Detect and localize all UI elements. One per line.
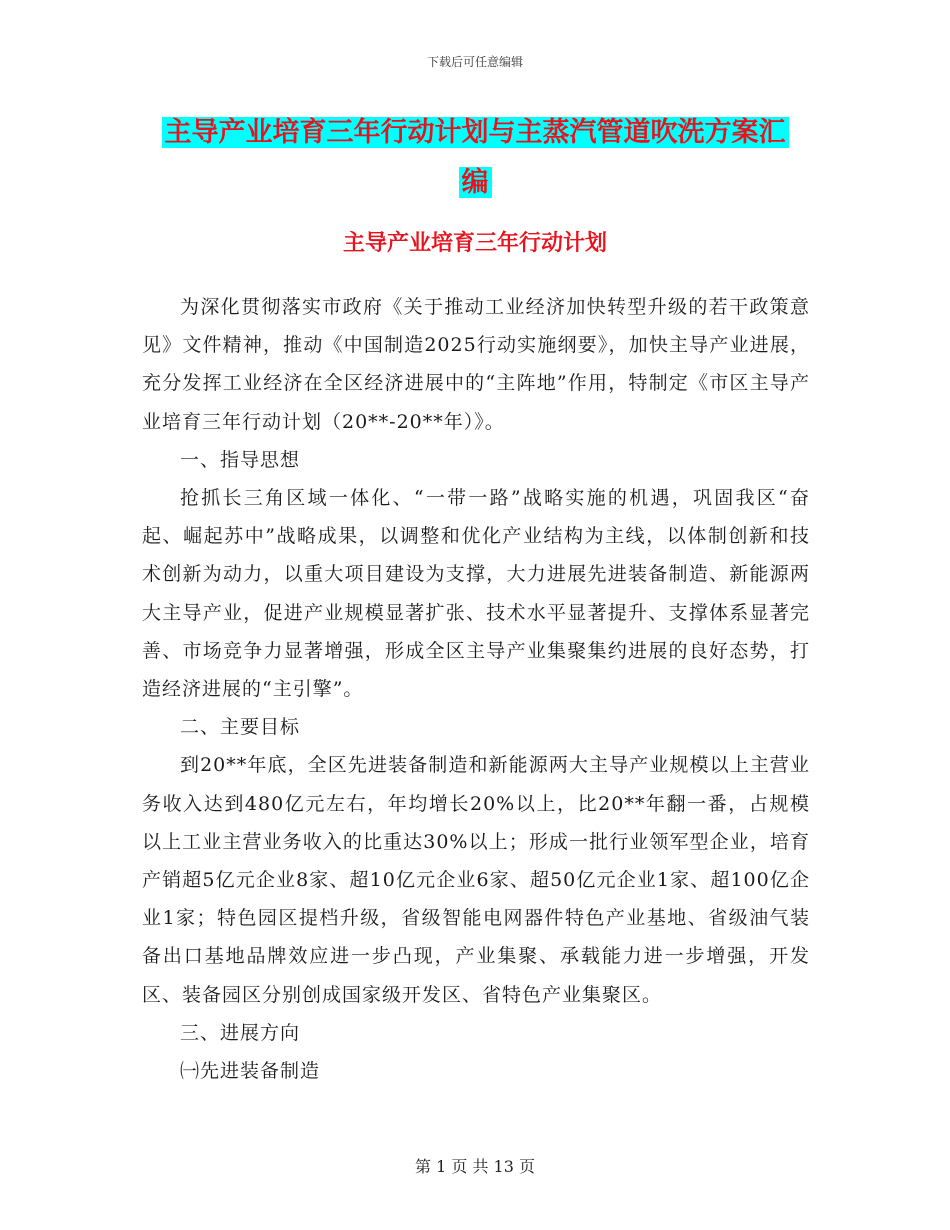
heading-guiding-ideology: 一、指导思想	[180, 448, 301, 471]
title-line-2: 编	[459, 167, 492, 198]
heading-advanced-equipment: ㈠先进装备制造	[180, 1060, 321, 1083]
title-line-1: 主导产业培育三年行动计划与主蒸汽管道吹洗方案汇	[162, 117, 789, 148]
heading-main-goals: 二、主要目标	[180, 716, 301, 739]
header-note: 下载后可任意编辑	[426, 55, 523, 69]
paragraph-main-goals: 到20**年底，全区先进装备制造和新能源两大主导产业规模以上主营业务收入达到480亿元左右，年均增长20%以上，比20**年翻一番，占规模以上工业主营业务收入的比重达30%以上；形成一批行业领军型企业，培育产销超5亿元企业8家、超10亿元企业6家、超50亿元企业1家、超100亿企业1家；特色园区提档升级，省级智能电网器件特色产业基地、省级油气装备出口基地品牌效应进一步凸现，产业集聚、承载能力进一步增强，开发区、装备园区分别创成国家级开发区、省特色产业集聚区。	[142, 754, 810, 1006]
document-body	[142, 288, 810, 1090]
document-title	[140, 108, 810, 208]
heading-development-direction: 三、进展方向	[180, 1021, 301, 1044]
paragraph-guiding-ideology: 抢抓长三角区域一体化、“一带一路”战略实施的机遇，巩固我区“奋起、崛起苏中”战略成果，以调整和优化产业结构为主线，以体制创新和技术创新为动力，以重大项目建设为支撑，大力进展先进装备制造、新能源两大主导产业，促进产业规模显著扩张、技术水平显著提升、支撑体系显著完善、市场竞争力显著增强，形成全区主导产业集聚集约进展的良好态势，打造经济进展的“主引擎”。	[142, 487, 810, 701]
paragraph-intro: 为深化贯彻落实市政府《关于推动工业经济加快转型升级的若干政策意见》文件精神，推动《中国制造2025行动实施纲要》，加快主导产业进展，充分发挥工业经济在全区经济进展中的“主阵地”作用，特制定《市区主导产业培育三年行动计划（20**-20**年）》。	[142, 296, 810, 433]
section-title: 主导产业培育三年行动计划	[342, 231, 607, 256]
page-footer: 第 1 页 共 13 页	[415, 1157, 535, 1176]
